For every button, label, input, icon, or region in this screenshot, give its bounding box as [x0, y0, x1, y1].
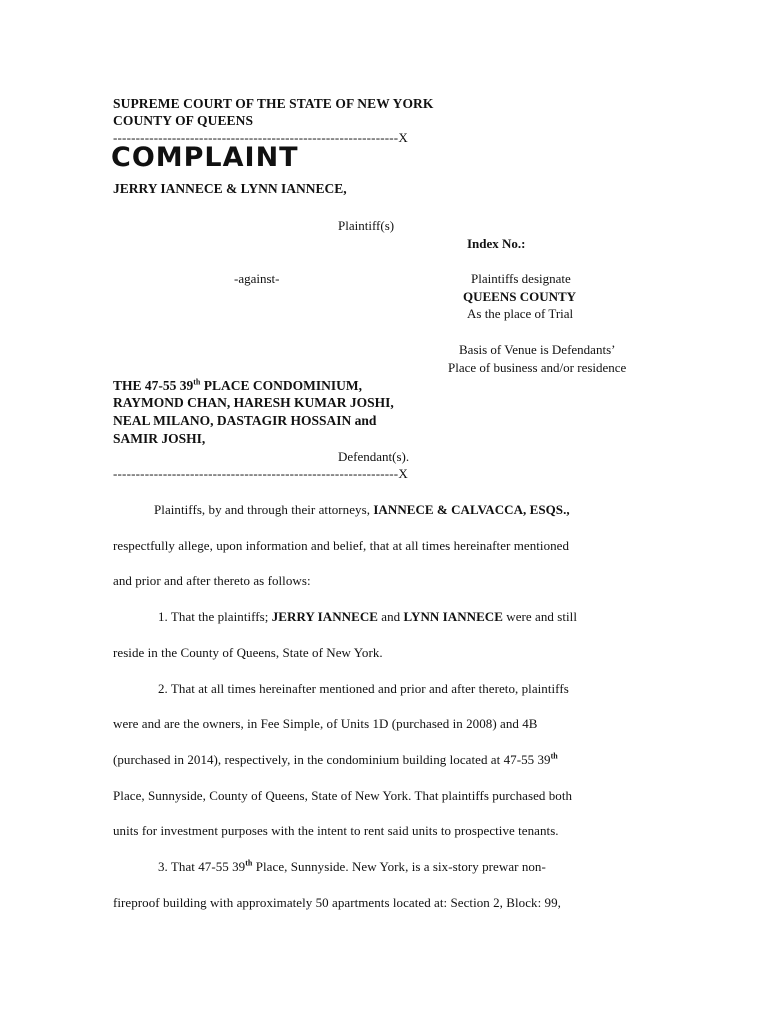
- court-county: COUNTY OF QUEENS: [113, 113, 254, 128]
- paragraph-3-line-1: 3. That 47-55 39th Place, Sunnyside. New York, is a six-story prewar non-: [158, 858, 546, 874]
- venue-basis-line-2: Place of business and/or residence: [448, 360, 627, 375]
- document-title: COMPLAINT: [111, 142, 299, 173]
- index-number-label: Index No.:: [467, 236, 526, 251]
- venue-line-1: Plaintiffs designate: [471, 271, 571, 286]
- paragraph-3-line-2: fireproof building with approximately 50 apartments located at: Section 2, Block: 99,: [113, 895, 561, 910]
- caption-divider-top: ---------------------------------------------------------------X: [113, 130, 408, 145]
- venue-line-3: As the place of Trial: [467, 306, 574, 321]
- court-name: SUPREME COURT OF THE STATE OF NEW YORK: [113, 96, 434, 111]
- plaintiff-role: Plaintiff(s): [338, 218, 395, 233]
- defendant-role: Defendant(s).: [338, 449, 410, 464]
- defendants-line-3: NEAL MILANO, DASTAGIR HOSSAIN and: [113, 413, 377, 428]
- defendants-line-2: RAYMOND CHAN, HARESH KUMAR JOSHI,: [113, 395, 394, 410]
- venue-basis-line-1: Basis of Venue is Defendants’: [459, 342, 616, 357]
- paragraph-2-line-2: were and are the owners, in Fee Simple, of Units 1D (purchased in 2008) and 4B: [113, 716, 538, 731]
- paragraph-2-line-4: Place, Sunnyside, County of Queens, State of New York. That plaintiffs purchased both: [113, 788, 573, 803]
- venue-county: QUEENS COUNTY: [463, 289, 577, 304]
- paragraph-2-line-1: 2. That at all times hereinafter mentioned and prior and after thereto, plaintiffs: [158, 681, 569, 696]
- intro-line-3: and prior and after thereto as follows:: [113, 573, 311, 588]
- against-label: -against-: [234, 271, 280, 286]
- intro-line-1: Plaintiffs, by and through their attorneys, IANNECE & CALVACCA, ESQS.,: [154, 502, 570, 517]
- paragraph-2-line-3: (purchased in 2014), respectively, in the condominium building located at 47-55 39th: [113, 751, 558, 767]
- plaintiffs-names: JERRY IANNECE & LYNN IANNECE,: [113, 181, 347, 196]
- defendants-line-1: THE 47-55 39th PLACE CONDOMINIUM,: [113, 377, 363, 393]
- paragraph-2-line-5: units for investment purposes with the intent to rent said units to prospective tenants.: [113, 823, 559, 838]
- intro-line-2: respectfully allege, upon information and belief, that at all times hereinafter mentioned: [113, 538, 570, 553]
- caption-divider-bottom: ---------------------------------------------------------------X: [113, 466, 408, 481]
- paragraph-1-line-2: reside in the County of Queens, State of New York.: [113, 645, 383, 660]
- defendants-line-4: SAMIR JOSHI,: [113, 431, 206, 446]
- paragraph-1-line-1: 1. That the plaintiffs; JERRY IANNECE and LYNN IANNECE were and still: [158, 609, 578, 624]
